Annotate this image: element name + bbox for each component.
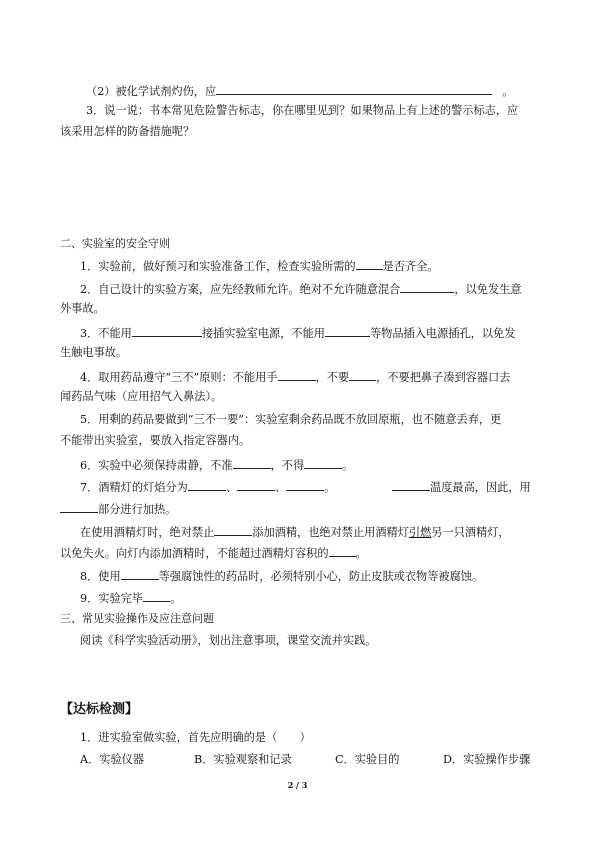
rule-7: 7．酒精灯的灯焰分为 、 、 。 (80, 481, 336, 494)
section-3-text: 阅读《科学实验活动册》，划出注意事项，课堂交流并实践。 (80, 634, 377, 647)
answer-blank (304, 457, 342, 469)
answer-blank (143, 590, 170, 602)
answer-blank (216, 83, 492, 95)
lamp-rule-cont: 以免失火。向灯内添加酒精时，不能超过酒精灯容积的 。 (60, 547, 367, 560)
rule-5: 5．用剩的药品要做到“三不一要”：实验室剩余药品既不放回原瓶，也不随意丢弃，更 (80, 413, 502, 426)
answer-blank (400, 281, 454, 293)
option-b: B．实验观察和记录 (194, 753, 292, 766)
answer-blank (233, 457, 271, 469)
answer-blank (132, 325, 202, 337)
question-2-prefix: （2）被化学试剂灼伤，应 (86, 85, 217, 98)
section-2-heading: 二、实验室的安全守则 (60, 237, 170, 250)
test-question-1: 1．进实验室做实验，首先应明确的是（ ） (80, 731, 311, 744)
rule-8: 8．使用 等强腐蚀性的药品时，必须特别小心，防止皮肤或衣物等被腐蚀。 (80, 570, 484, 583)
answer-blank (60, 501, 98, 513)
option-d: D．实验操作步骤 (443, 753, 531, 766)
section-3-heading: 三、常见实验操作及应注意问题 (60, 612, 214, 625)
option-c: C．实验目的 (335, 753, 400, 766)
rule-2: 2．自己设计的实验方案，应先经教师允许。绝对不允许随意混合 ，以免发生意 (80, 283, 522, 296)
rule-1: 1．实验前，做好预习和实验准备工作，检查实验所需的 是否齐全。 (80, 260, 439, 273)
option-a: A．实验仪器 (80, 753, 145, 766)
question-3-line-2: 该采用怎样的防备措施呢？ (60, 125, 195, 138)
rule-3: 3．不能用 接插实验室电源，不能用 等物品插入电源插孔，以免发 (80, 327, 516, 340)
lamp-rule: 在使用酒精灯时，绝对禁止 添加酒精，也绝对禁止用酒精灯引燃另一只酒精灯， (80, 526, 510, 539)
rule-7-flame: 温度最高，因此，用 (392, 479, 531, 494)
answer-blank (356, 258, 383, 270)
question-2-line: （2）被化学试剂灼伤，应 。 (86, 85, 514, 98)
rule-7-cont: 部分进行加热。 (60, 501, 176, 516)
question-3-line-1: 3．说一说：书本常见危险警告标志，你在哪里见到？如果物品上有上述的警示标志，应 (86, 104, 519, 117)
answer-blank (392, 479, 430, 491)
rule-2-cont: 外事故。 (60, 302, 105, 315)
test-heading: 【达标检测】 (60, 702, 139, 717)
rule-4-cont: 闻药品气味（应用招气入鼻法）。 (60, 390, 223, 403)
answer-blank (121, 568, 159, 580)
rule-6: 6．实验中必须保持肃静，不准 ，不得 。 (80, 459, 354, 472)
rule-3-cont: 生触电事故。 (60, 346, 128, 359)
answer-blank (325, 325, 370, 337)
page-number: 2 / 3 (287, 780, 308, 790)
answer-blank (237, 479, 275, 491)
answer-blank (278, 369, 316, 381)
answer-blank (214, 524, 252, 536)
rule-4: 4．取用药品遵守“三不”原则：不能用手 ，不要 ，不要把鼻子凑到容器口去 (80, 371, 511, 384)
answer-blank (188, 479, 226, 491)
rule-5-cont: 不能带出实验室，要放入指定容器内。 (60, 434, 251, 447)
answer-blank (329, 545, 356, 557)
answer-blank (349, 369, 376, 381)
answer-blank (286, 479, 324, 491)
rule-9: 9．实验完毕 。 (80, 592, 182, 605)
